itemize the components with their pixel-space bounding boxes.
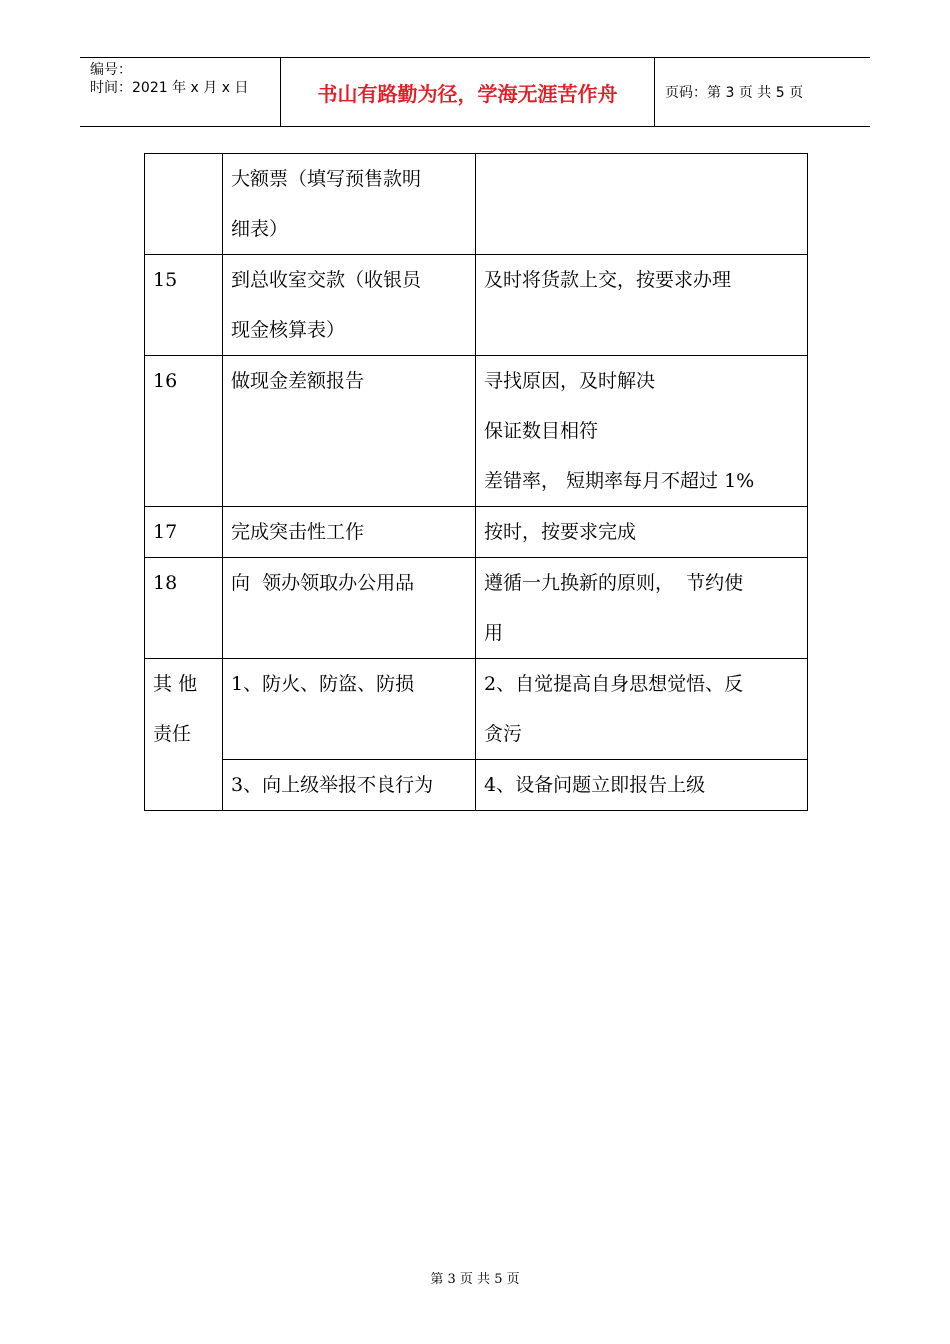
row-item [223, 507, 476, 558]
other-responsibility-label [145, 659, 223, 811]
other-item [476, 659, 808, 760]
page-header [80, 57, 870, 127]
item-line: 做现金差额报告 [231, 370, 365, 392]
page-footer: 第 3 页 共 5 页 [430, 1272, 520, 1287]
table-row [145, 255, 808, 356]
other-label-char: 其 [153, 673, 173, 695]
header-motto: 书山有路勤为径，学海无涯苦作舟 [281, 58, 655, 126]
row-requirement [476, 507, 808, 558]
row-number: 18 [145, 558, 223, 659]
row-item [223, 154, 476, 255]
other-item [476, 760, 808, 811]
row-requirement [476, 154, 808, 255]
requirement-line: 按时，按要求完成 [484, 521, 637, 543]
table-row [145, 760, 808, 811]
requirement-line: 差错率， 短期率每月不超过 1% [484, 470, 755, 492]
header-meta [80, 58, 281, 126]
other-item [223, 760, 476, 811]
responsibility-table [144, 153, 808, 811]
table-row [145, 154, 808, 255]
other-item-text: 2、自觉提高自身思想觉悟、反 [484, 673, 744, 695]
other-label-char: 他 [178, 673, 198, 695]
other-item-text: 3、向上级举报不良行为 [231, 774, 434, 796]
row-requirement [476, 558, 808, 659]
other-label-line: 责任 [153, 723, 192, 745]
table-row [145, 558, 808, 659]
row-number: 15 [145, 255, 223, 356]
time-label: 时间：2021 年 x 月 x 日 [90, 80, 249, 96]
item-line: 大额票（填写预售款明 [231, 168, 422, 190]
table-row [145, 507, 808, 558]
row-item [223, 558, 476, 659]
requirement-line: 遵循一九换新的原则， 节约使 [484, 572, 744, 594]
item-line: 现金核算表） [231, 319, 346, 341]
requirement-line: 及时将货款上交，按要求办理 [484, 269, 732, 291]
requirement-line: 寻找原因，及时解决 [484, 370, 656, 392]
row-item [223, 255, 476, 356]
row-requirement [476, 255, 808, 356]
item-line: 完成突击性工作 [231, 521, 365, 543]
header-page-label: 页码：第 3 页 共 5 页 [665, 85, 804, 101]
other-item-text: 4、设备问题立即报告上级 [484, 774, 706, 796]
other-item-text: 贪污 [484, 723, 523, 745]
item-line: 到总收室交款（收银员 [231, 269, 422, 291]
row-item [223, 356, 476, 507]
row-number: 16 [145, 356, 223, 507]
other-item [223, 659, 476, 760]
row-requirement [476, 356, 808, 507]
item-line: 细表） [231, 218, 289, 240]
table-row [145, 356, 808, 507]
row-number [145, 154, 223, 255]
other-item-text: 1、防火、防盗、防损 [231, 673, 415, 695]
table-row [145, 659, 808, 760]
number-label: 编号： [90, 62, 132, 78]
row-number: 17 [145, 507, 223, 558]
item-line: 向 领办领取办公用品 [231, 572, 415, 594]
requirement-line: 用 [484, 622, 504, 644]
requirement-line: 保证数目相符 [484, 420, 599, 442]
